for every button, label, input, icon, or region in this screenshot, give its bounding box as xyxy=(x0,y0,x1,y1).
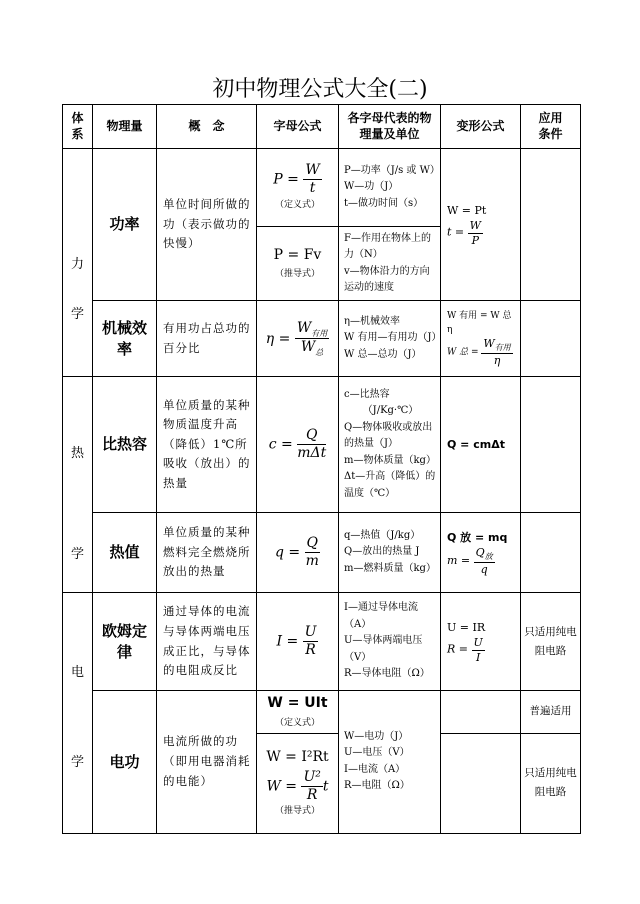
units-specific-heat: c—比热容 （J/Kg·℃） Q—物体吸收或放出的热量（J） m—物体质量（kg） Δt—升高（降低）的温度（℃） xyxy=(339,377,441,513)
table-row xyxy=(63,593,581,691)
header-quantity: 物理量 xyxy=(93,105,157,149)
apply-specific-heat xyxy=(521,377,581,513)
table-row xyxy=(63,691,581,734)
table-row xyxy=(63,301,581,377)
table-row xyxy=(63,513,581,593)
concept-ohm: 通过导体的电流与导体两端电压成正比，与导体的电阻成反比 xyxy=(157,593,257,691)
apply-elec-work-general: 普遍适用 xyxy=(521,691,581,734)
deform-specific-heat: Q = cmΔt xyxy=(441,377,521,513)
formula-efficiency: η = $\frac{W_{有用}}{W_总}$ xyxy=(257,301,339,377)
header-formula: 字母公式 xyxy=(257,105,339,149)
system-electricity: 电 学 xyxy=(63,593,93,834)
system-heat: 热 学 xyxy=(63,377,93,593)
units-elec-work: W—电功（J） U—电压（V） I—电流（A） R—电阻（Ω） xyxy=(339,691,441,834)
concept-elec-work: 电流所做的功（即用电器消耗的电能） xyxy=(157,691,257,834)
quantity-power: 功率 xyxy=(93,149,157,301)
header-units: 各字母代表的物理量及单位 xyxy=(339,105,441,149)
formula-elec-work-derived: W = I²Rt W = $\frac{\text{U²}}{R}$ t （推导式） xyxy=(257,733,339,833)
formula-ohm: I = $\frac{U}{R}$ xyxy=(257,593,339,691)
deform-elec-work-1 xyxy=(441,691,521,734)
apply-power xyxy=(521,149,581,301)
quantity-specific-heat: 比热容 xyxy=(93,377,157,513)
quantity-ohm: 欧姆定律 xyxy=(93,593,157,691)
deform-efficiency: W 有用 = W 总 η W 总 = $\frac{W_{有用}}{\eta}$ xyxy=(441,301,521,377)
table-row xyxy=(63,377,581,513)
formula-elec-work-definition: W = UIt （定义式） xyxy=(257,691,339,734)
apply-efficiency xyxy=(521,301,581,377)
deform-heat-value: Q 放 = mq m = $\frac{Q_放}{q}$ xyxy=(441,513,521,593)
quantity-heat-value: 热值 xyxy=(93,513,157,593)
concept-specific-heat: 单位质量的某种物质温度升高（降低）1℃所吸收（放出）的热量 xyxy=(157,377,257,513)
header-row xyxy=(63,105,581,149)
formula-power-derived: P = Fv （推导式） xyxy=(257,227,339,301)
concept-power: 单位时间所做的功（表示做功的快慢） xyxy=(157,149,257,301)
system-mechanics: 力 学 xyxy=(63,149,93,377)
apply-heat-value xyxy=(521,513,581,593)
formula-specific-heat: c = $\frac{Q}{\text{mΔt}}$ xyxy=(257,377,339,513)
header-apply: 应用 条件 xyxy=(521,105,581,149)
page-title: 初中物理公式大全(二) xyxy=(212,77,428,102)
units-power: P—功率（J/s 或 W） W—功（J） t—做功时间（s） xyxy=(339,149,441,227)
header-system: 体 系 xyxy=(63,105,93,149)
units-heat-value: q—热值（J/kg） Q—放出的热量 J m—燃料质量（kg） xyxy=(339,513,441,593)
quantity-efficiency: 机械效率 xyxy=(93,301,157,377)
apply-ohm: 只适用纯电阻电路 xyxy=(521,593,581,691)
deform-ohm: U = IR R = $\frac{U}{I}$ xyxy=(441,593,521,691)
units-power-force: F—作用在物体上的力（N） v—物体沿力的方向运动的速度 xyxy=(339,227,441,301)
formula-heat-value: q = $\frac{Q}{m}$ xyxy=(257,513,339,593)
apply-elec-work-pure: 只适用纯电阻电路 xyxy=(521,733,581,833)
formula-table xyxy=(62,104,581,834)
quantity-elec-work: 电功 xyxy=(93,691,157,834)
deform-elec-work-2 xyxy=(441,733,521,833)
concept-efficiency: 有用功占总功的百分比 xyxy=(157,301,257,377)
deform-power: W = Pt t = $\frac{W}{P}$ xyxy=(441,149,521,301)
table-row xyxy=(63,149,581,227)
header-deform: 变形公式 xyxy=(441,105,521,149)
units-efficiency: η—机械效率 W 有用—有用功（J） W 总—总功（J） xyxy=(339,301,441,377)
concept-heat-value: 单位质量的某种燃料完全燃烧所放出的热量 xyxy=(157,513,257,593)
header-concept: 概 念 xyxy=(157,105,257,149)
formula-power-definition: P = $\frac{W}{t}$ （定义式） xyxy=(257,149,339,227)
units-ohm: I—通过导体电流（A） U—导体两端电压（V） R—导体电阻（Ω） xyxy=(339,593,441,691)
